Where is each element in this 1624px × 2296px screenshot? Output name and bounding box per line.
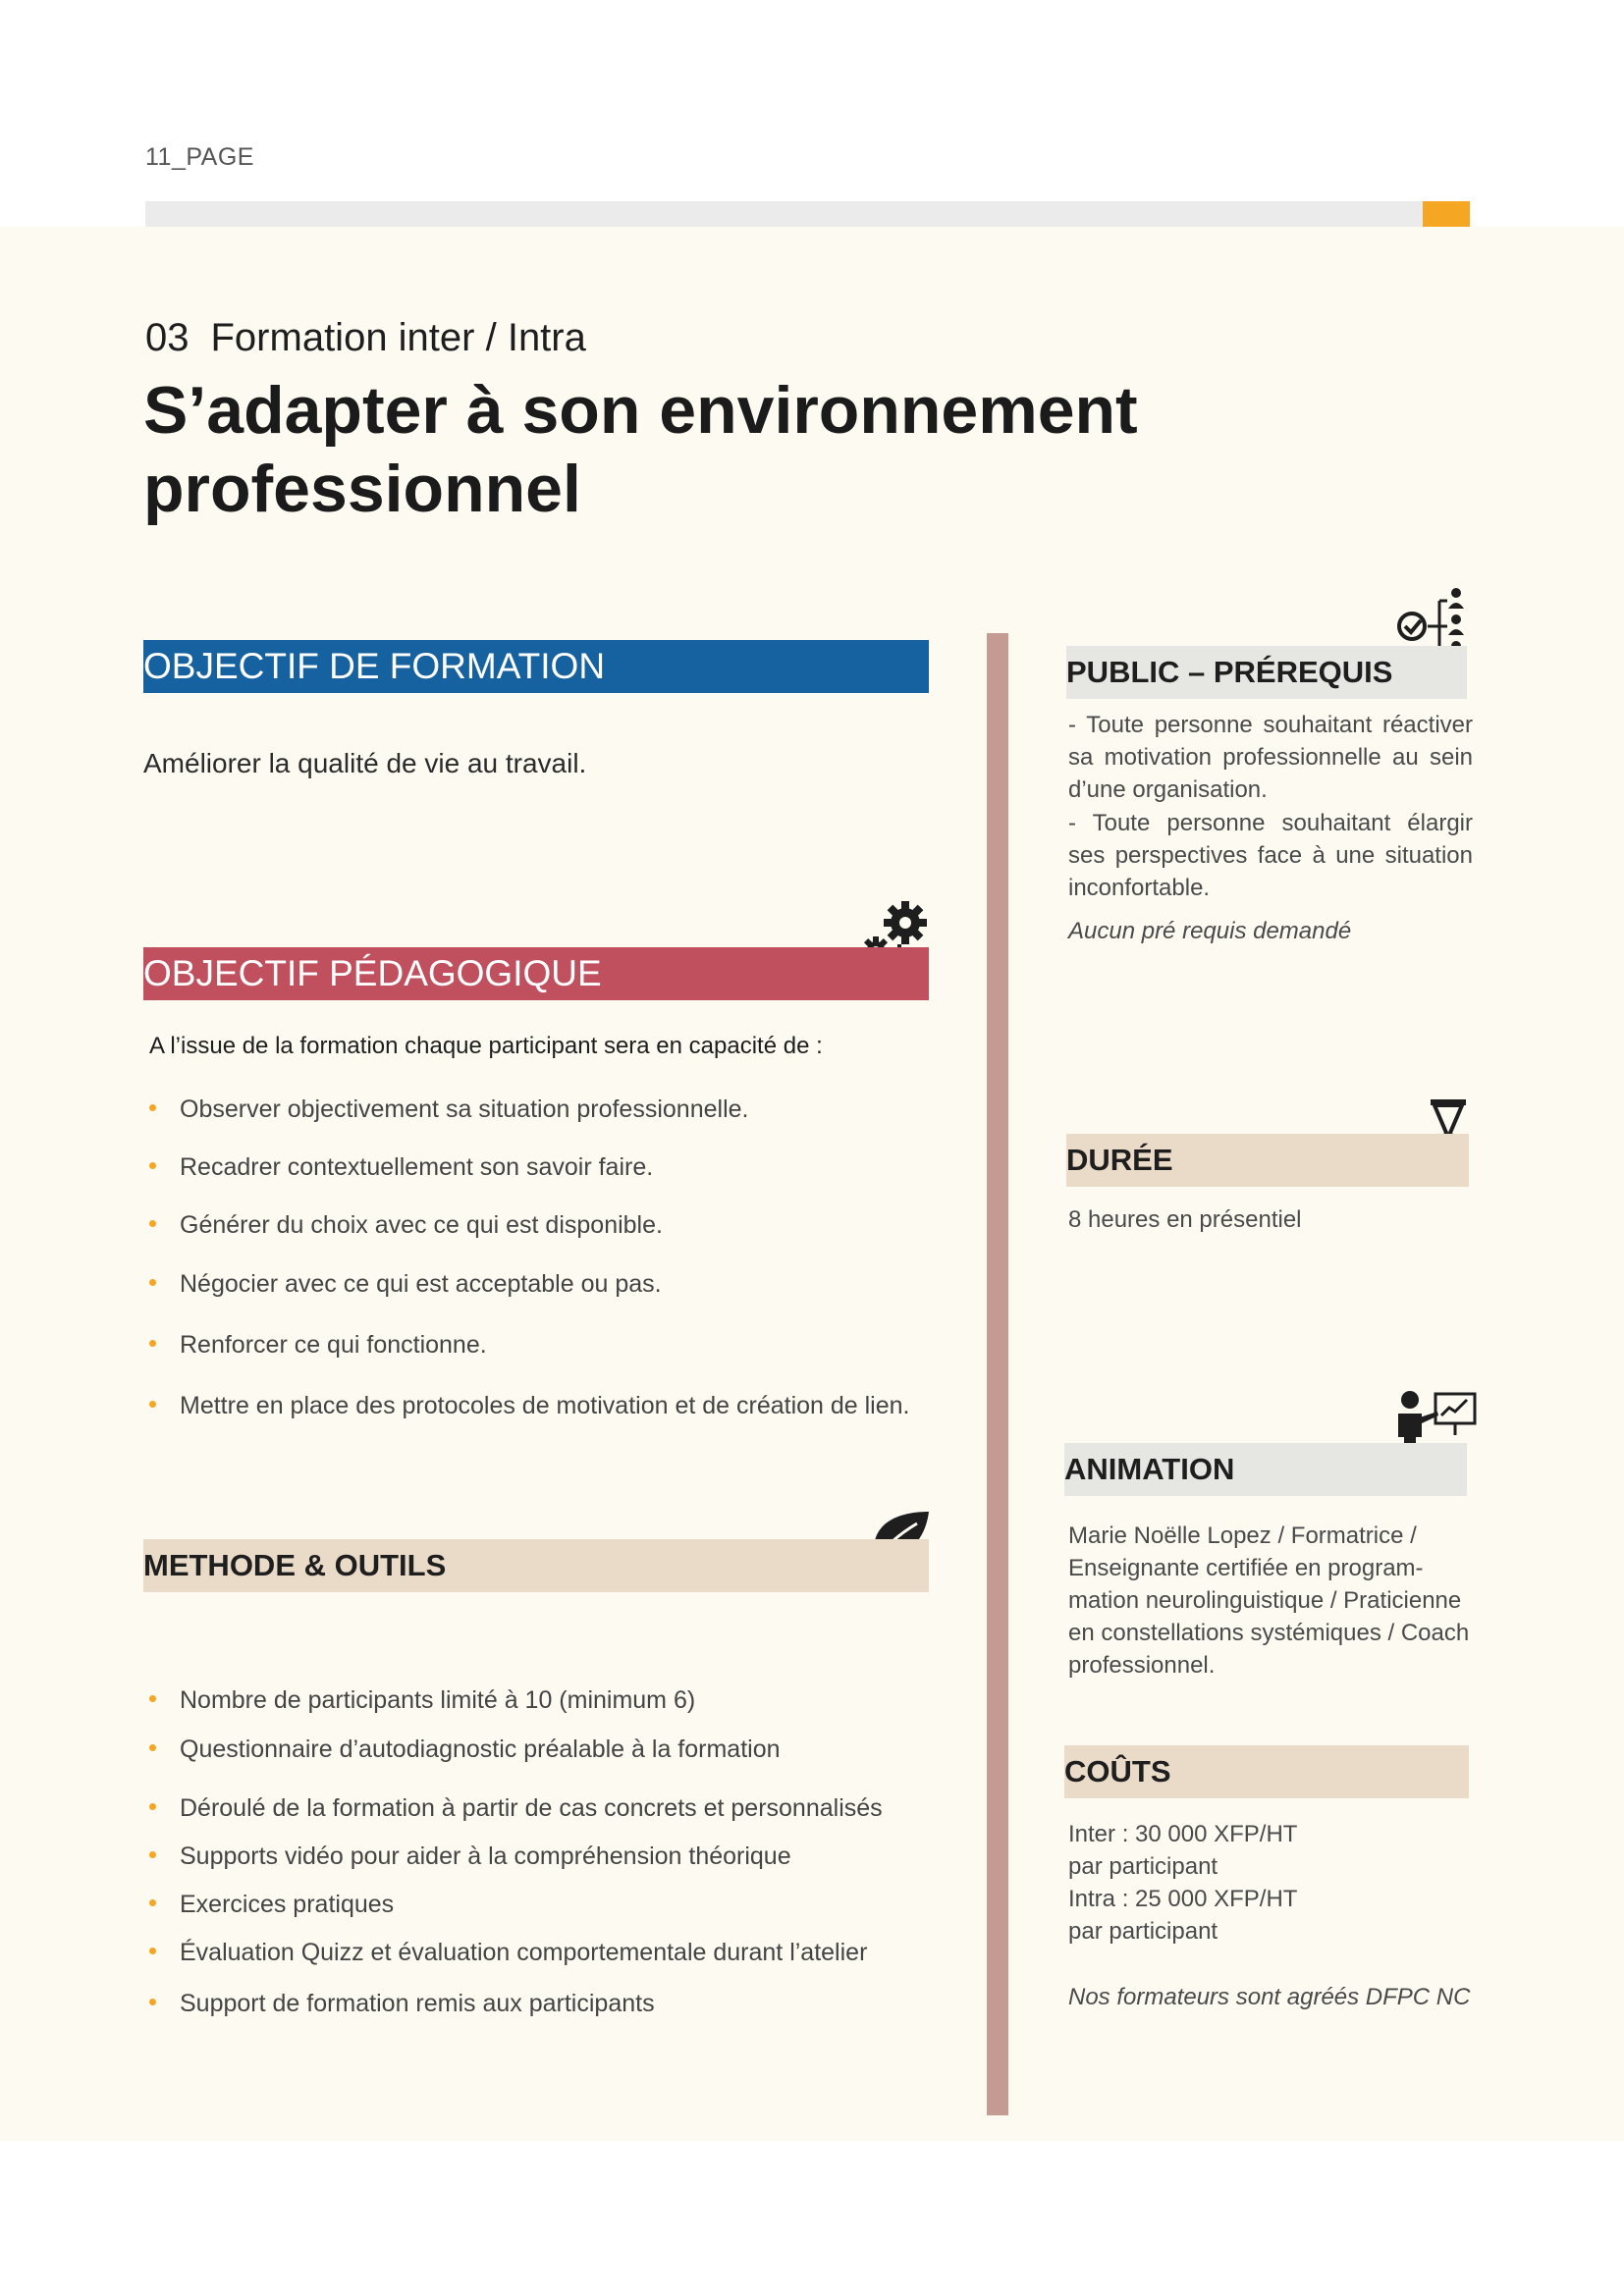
subtitle — [145, 316, 586, 360]
public-text-1: - Toute personne souhaitant réactiver sa motivation professionnelle au sein d’une organisation. — [1068, 712, 1473, 803]
objectif-pedagogique-heading: OBJECTIF PÉDAGOGIQUE — [143, 947, 929, 1000]
animation-heading: ANIMATION — [1064, 1443, 1467, 1496]
duree-text: 8 heures en présentiel — [1068, 1206, 1302, 1233]
list-item: Support de formation remis aux participants — [149, 1990, 655, 2018]
animation-text: Marie Noëlle Lopez / Formatrice / Enseignante certifiée en programmation neurolinguistique / Praticienne en constellations systémiques / Coach professionnel. — [1068, 1522, 1470, 1679]
list-item: Évaluation Quizz et évaluation comportementale durant l’atelier — [149, 1939, 867, 1967]
couts-heading: COÛTS — [1064, 1745, 1469, 1798]
couts-line-1: Inter : 30 000 XFP/HT — [1068, 1821, 1298, 1847]
list-item: Mettre en place des protocoles de motivation et de création de lien. — [149, 1384, 915, 1427]
list-item: Exercices pratiques — [149, 1891, 394, 1919]
list-item: Observer objectivement sa situation professionnelle. — [149, 1095, 748, 1124]
objectif-formation-text: Améliorer la qualité de vie au travail. — [143, 748, 587, 778]
page-title: S’adapter à son environnement professionnel — [143, 373, 1138, 526]
methode-heading: METHODE & OUTILS — [143, 1539, 929, 1592]
public-heading: PUBLIC – PRÉREQUIS — [1066, 646, 1467, 699]
list-item: Supports vidéo pour aider à la compréhension théorique — [149, 1842, 791, 1871]
page-label: 11_PAGE — [145, 143, 254, 171]
couts-line-4: par participant — [1068, 1918, 1218, 1945]
list-item: Négocier avec ce qui est acceptable ou pas. — [149, 1270, 662, 1299]
list-item: Déroulé de la formation à partir de cas concrets et personnalisés — [149, 1794, 883, 1823]
list-item: Questionnaire d’autodiagnostic préalable à la formation — [149, 1735, 781, 1764]
duree-heading: DURÉE — [1066, 1134, 1469, 1187]
section-number: 03 — [145, 316, 189, 359]
top-bar — [145, 201, 1466, 227]
list-item: Générer du choix avec ce qui est disponible. — [149, 1211, 663, 1240]
top-bar-accent — [1423, 201, 1470, 227]
couts-line-2: par participant — [1068, 1853, 1218, 1880]
public-note: Aucun pré requis demandé — [1068, 918, 1352, 944]
objectif-pedagogique-intro: A l’issue de la formation chaque participant sera en capacité de : — [149, 1033, 823, 1059]
couts-note: Nos formateurs sont agréés DFPC NC — [1068, 1984, 1471, 2010]
public-text-2: - Toute personne souhaitant élargir ses perspectives face à une situation inconfortable. — [1068, 810, 1473, 901]
column-divider — [987, 633, 1008, 2115]
couts-line-3: Intra : 25 000 XFP/HT — [1068, 1886, 1298, 1912]
subtitle-text: Formation inter / Intra — [210, 316, 586, 359]
list-item: Recadrer contextuellement son savoir faire. — [149, 1153, 653, 1182]
list-item: Nombre de participants limité à 10 (minimum 6) — [149, 1686, 695, 1715]
list-item: Renforcer ce qui fonctionne. — [149, 1331, 487, 1360]
objectif-formation-heading: OBJECTIF DE FORMATION — [143, 640, 929, 693]
